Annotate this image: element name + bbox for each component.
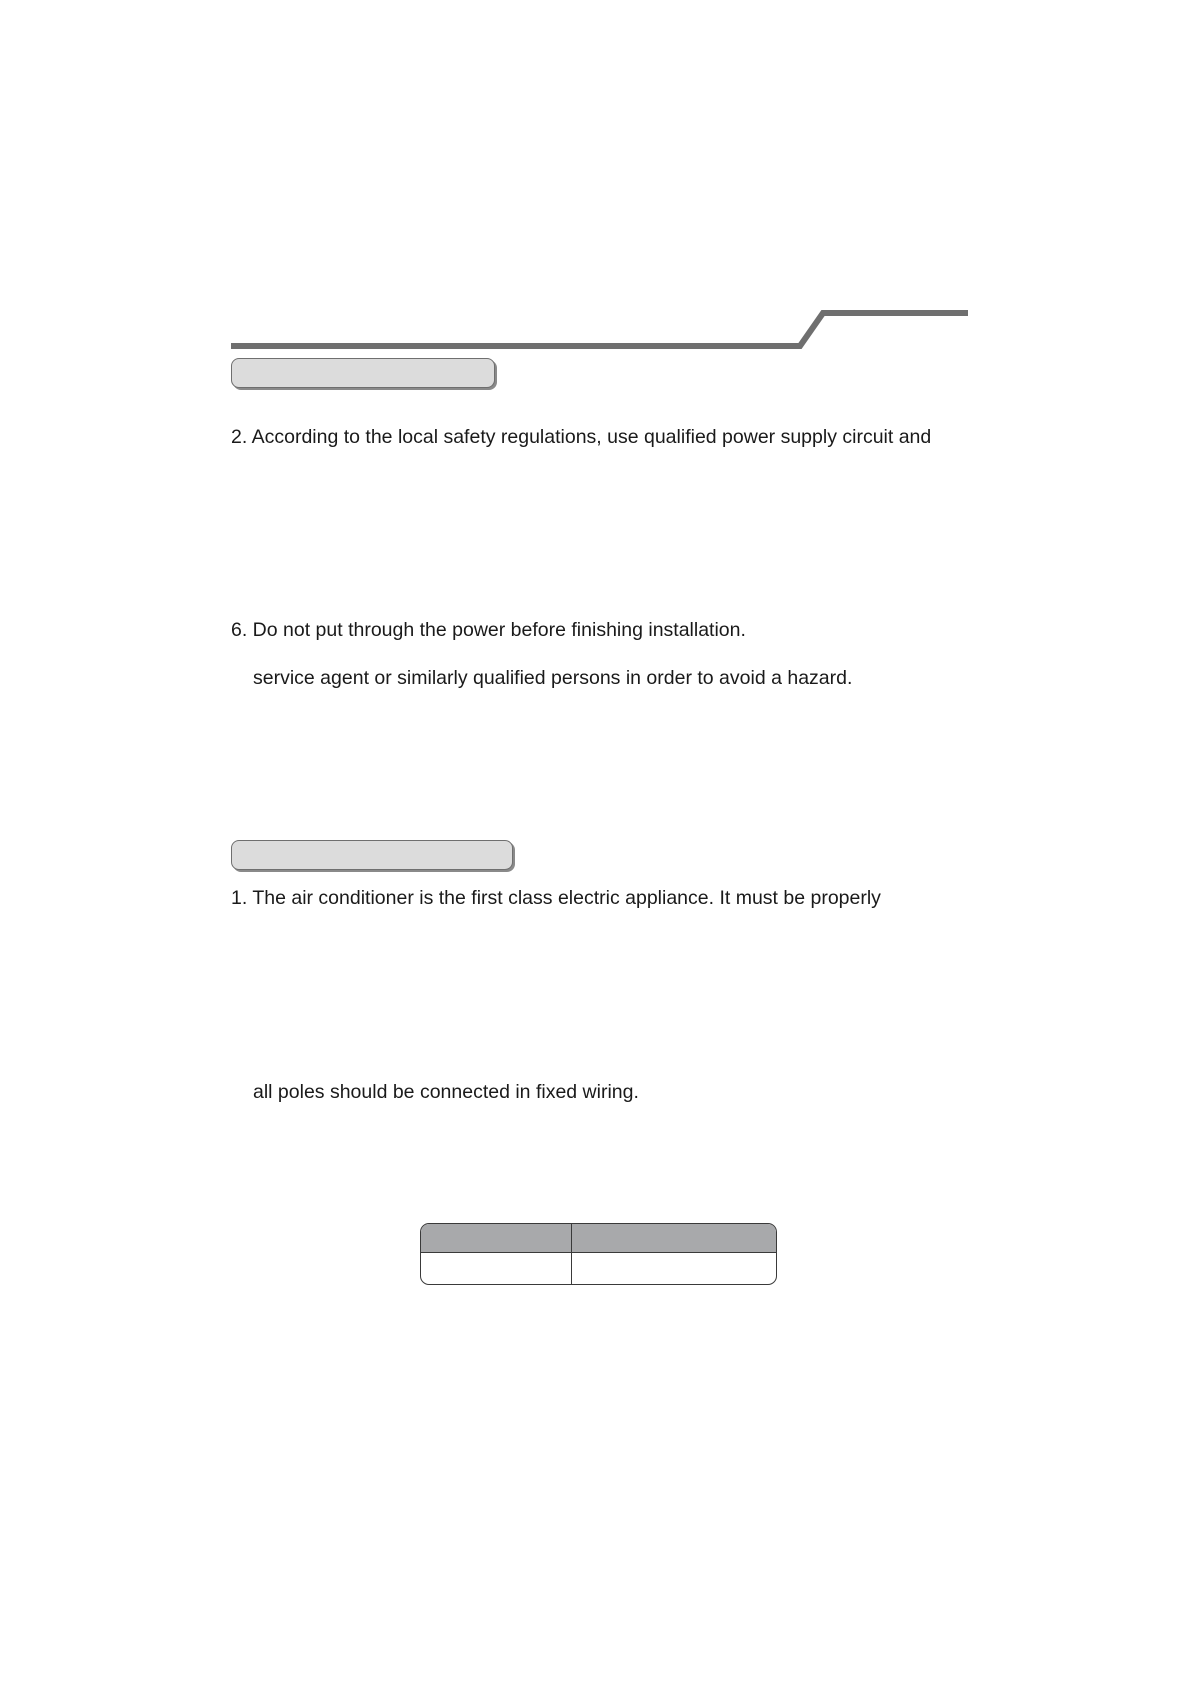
instruction-item-6-continued: service agent or similarly qualified persons in order to avoid a hazard.	[253, 667, 853, 689]
grounding-item-1-continued: all poles should be connected in fixed wiring.	[253, 1081, 639, 1103]
section-heading-pill-2	[231, 840, 513, 870]
grounding-item-1: 1. The air conditioner is the first class electric appliance. It must be properly	[231, 887, 881, 909]
header-rule	[0, 0, 1190, 360]
header-rule-line	[231, 313, 968, 346]
table-cell-2	[572, 1253, 776, 1284]
table-header-cell-2	[572, 1224, 776, 1253]
section-heading-pill-1	[231, 358, 495, 388]
table-cell-1	[421, 1253, 572, 1284]
instruction-item-2: 2. According to the local safety regulations, use qualified power supply circuit and	[231, 426, 932, 448]
instruction-item-6: 6. Do not put through the power before finishing installation.	[231, 619, 746, 641]
table-header-cell-1	[421, 1224, 572, 1253]
spec-table	[420, 1223, 777, 1285]
